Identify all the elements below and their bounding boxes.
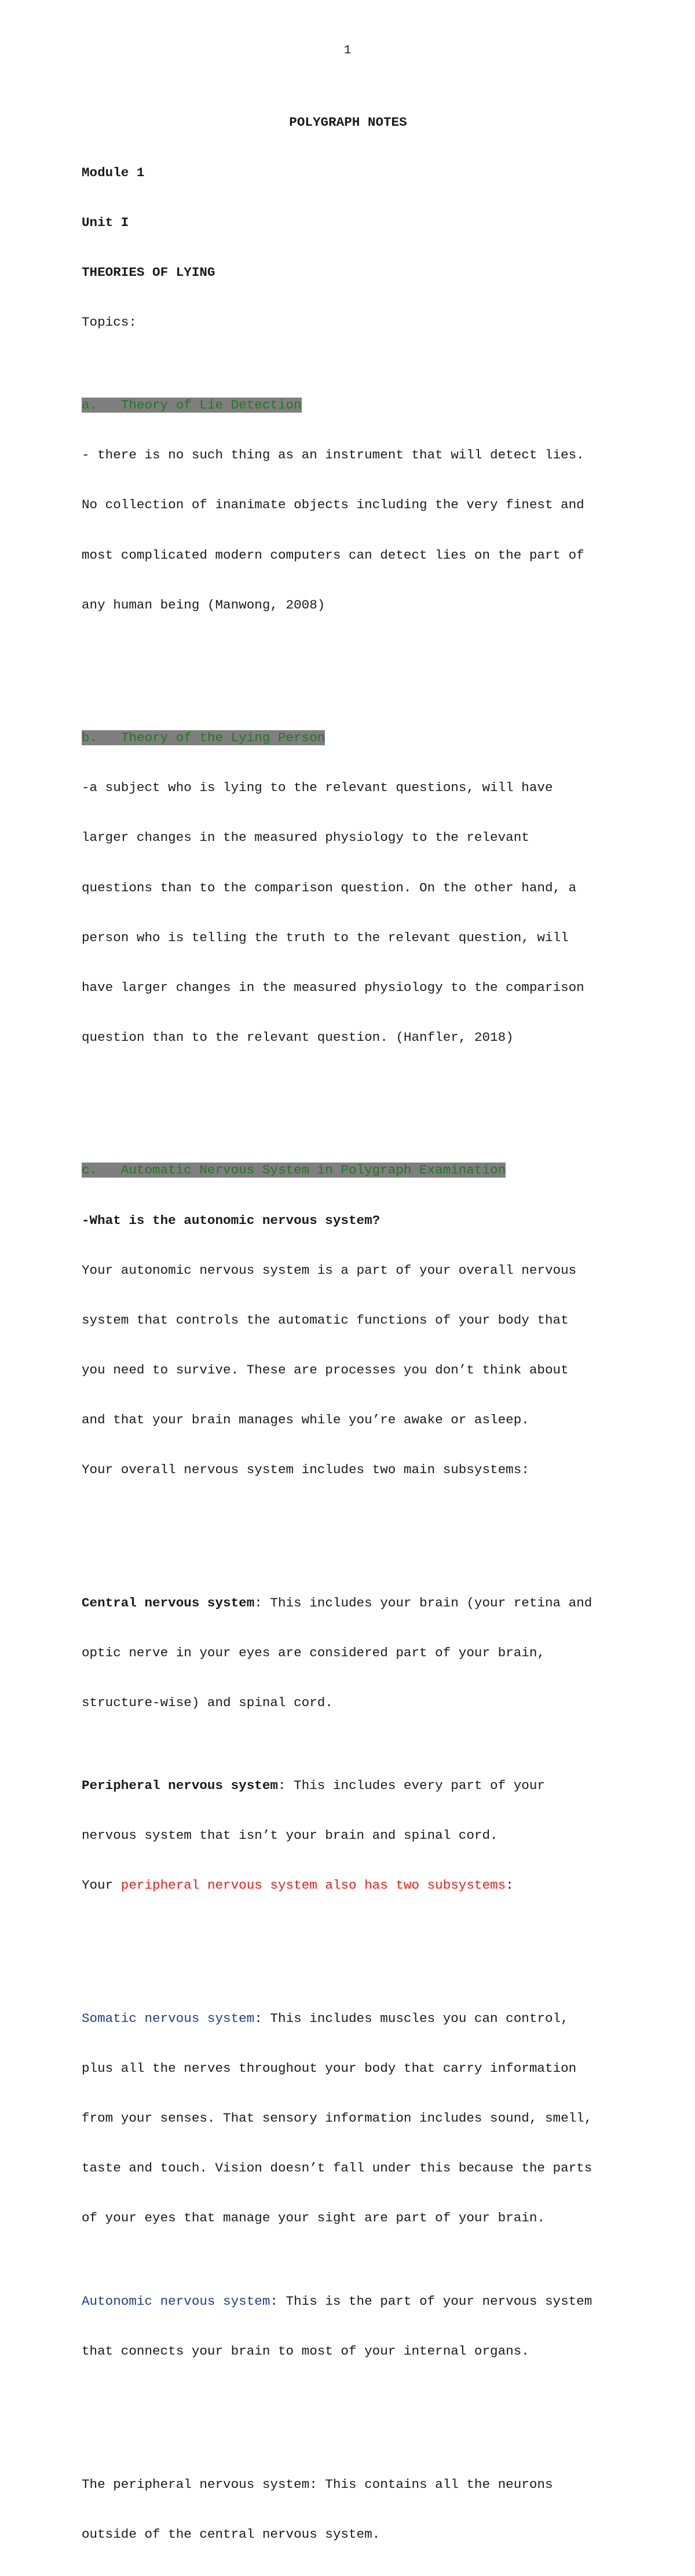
- topic-b-line: -a subject who is lying to the relevant questions, will have: [82, 780, 553, 796]
- topic-b-heading-line: [82, 730, 661, 746]
- topic-c-line: and that your brain manages while you’re awake or asleep.: [82, 1412, 529, 1427]
- unit-label: Unit I: [82, 214, 129, 230]
- cns-line: structure-wise) and spinal cord.: [82, 1695, 333, 1710]
- spacer: [82, 1511, 661, 1528]
- cns-desc: : This includes your brain (your retina and: [254, 1595, 592, 1611]
- spacer: [82, 1928, 661, 1944]
- topic-c-line: you need to survive. These are processes you don’t think about: [82, 1362, 569, 1378]
- topic-c-heading-line: [82, 1162, 661, 1179]
- topics-label: Topics:: [82, 314, 137, 330]
- topic-c-line: system that controls the automatic functions of your body that: [82, 1312, 569, 1328]
- topic-a-line: - there is no such thing as an instrument that will detect lies.: [82, 447, 584, 463]
- topic-b-line: questions than to the comparison question. On the other hand, a: [82, 880, 577, 895]
- pns-line-1: [82, 1777, 661, 1794]
- spacer: [82, 1079, 661, 1096]
- section-heading: THEORIES OF LYING: [82, 264, 215, 280]
- pns-term: Peripheral nervous system: [82, 1778, 278, 1794]
- topic-c-question: -What is the autonomic nervous system?: [82, 1212, 381, 1228]
- topic-a-line: No collection of inanimate objects including the very finest and: [82, 497, 584, 513]
- cns-term: Central nervous system: [82, 1595, 255, 1611]
- topic-c-line: Your overall nervous system includes two main subsystems:: [82, 1462, 529, 1477]
- pns-line: nervous system that isn’t your brain and spinal cord.: [82, 1828, 498, 1843]
- autonomic-term: Autonomic nervous system: [82, 2293, 270, 2309]
- autonomic-line: that connects your brain to most of your internal organs.: [82, 2344, 529, 2359]
- spacer: [82, 647, 661, 664]
- spacer: [82, 2393, 661, 2410]
- cns-line: optic nerve in your eyes are considered part of your brain,: [82, 1645, 545, 1660]
- pns-sub-suffix: :: [506, 1878, 514, 1893]
- somatic-line: from your senses. That sensory information includes sound, smell,: [82, 2111, 592, 2126]
- topic-a-heading-line: [82, 397, 661, 414]
- topic-a-line: any human being (Manwong, 2008): [82, 597, 325, 613]
- autonomic-desc: : This is the part of your nervous system: [270, 2293, 592, 2309]
- topic-c-heading: c. Automatic Nervous System in Polygraph Examination: [82, 1163, 506, 1178]
- somatic-line: taste and touch. Vision doesn’t fall under this because the parts: [82, 2160, 592, 2176]
- somatic-line-1: [82, 2010, 661, 2027]
- somatic-line: plus all the nerves throughout your body that carry information: [82, 2061, 577, 2076]
- pns-sub-prefix: Your: [82, 1878, 121, 1893]
- topic-c-line: Your autonomic nervous system is a part of your overall nervous: [82, 1262, 577, 1278]
- pns-desc: : This includes every part of your: [277, 1778, 545, 1794]
- closing-line: The peripheral nervous system: This contains all the neurons: [82, 2476, 553, 2492]
- topic-b-line: person who is telling the truth to the relevant question, will: [82, 930, 569, 945]
- topic-b-line: larger changes in the measured physiology to the relevant: [82, 830, 529, 846]
- pns-sub-highlight: peripheral nervous system also has two subsystems: [120, 1878, 506, 1893]
- somatic-desc: : This includes muscles you can control,: [254, 2011, 569, 2027]
- closing-line: outside of the central nervous system.: [82, 2526, 381, 2542]
- autonomic-line-1: [82, 2293, 661, 2310]
- topic-a-line: most complicated modern computers can detect lies on the part of: [82, 547, 584, 563]
- topic-b-heading: b. Theory of the Lying Person: [82, 730, 325, 746]
- document-body: [82, 81, 661, 2576]
- module-label: Module 1: [82, 165, 145, 180]
- page-number: 1: [343, 44, 352, 57]
- document-title: POLYGRAPH NOTES: [289, 115, 407, 130]
- topic-a-heading: a. Theory of Lie Detection: [82, 398, 302, 413]
- somatic-line: of your eyes that manage your sight are part of your brain.: [82, 2210, 545, 2226]
- topic-b-line: have larger changes in the measured physiology to the comparison: [82, 979, 584, 995]
- topic-b-line: question than to the relevant question. (Hanfler, 2018): [82, 1029, 514, 1045]
- cns-line-1: [82, 1595, 661, 1612]
- somatic-term: Somatic nervous system: [82, 2011, 255, 2027]
- pns-subsystems-line: [82, 1877, 661, 1894]
